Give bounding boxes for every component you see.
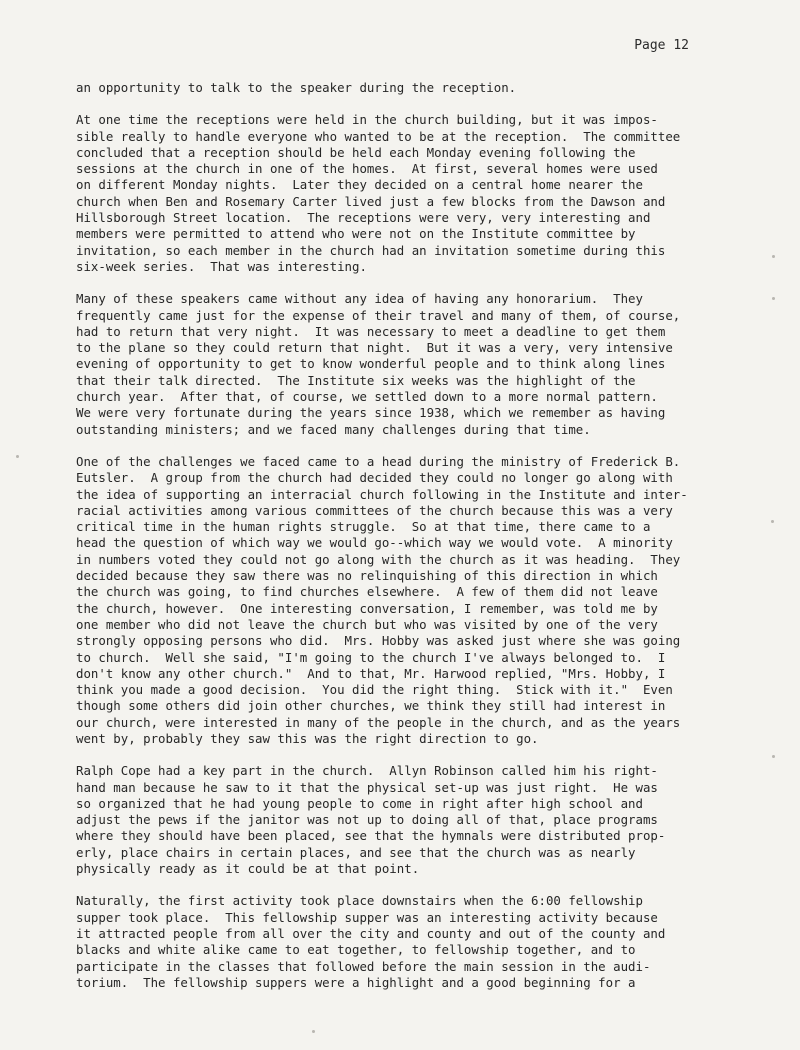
text-line: Many of these speakers came without any idea of having any honorarium. They <box>76 291 643 307</box>
paragraph <box>76 291 748 438</box>
text-line: participate in the classes that followed before the main session in the audi- <box>76 958 651 974</box>
paragraph <box>76 80 748 96</box>
paragraph <box>76 112 748 275</box>
paragraph <box>76 893 748 991</box>
text-line: critical time in the human rights struggle. So at that time, there came to a <box>76 519 651 535</box>
text-line: to the plane so they could return that night. But it was a very, very intensive <box>76 340 673 356</box>
text-line: evening of opportunity to get to know wonderful people and to think along lines <box>76 356 666 372</box>
text-line: At one time the receptions were held in the church building, but it was impos- <box>76 112 658 128</box>
text-line: so organized that he had young people to come in right after high school and <box>76 795 643 811</box>
text-line: adjust the pews if the janitor was not up to doing all of that, place programs <box>76 812 658 828</box>
text-line: where they should have been placed, see that the hymnals were distributed prop- <box>76 828 666 844</box>
page-number: Page 12 <box>634 38 689 53</box>
text-line: church when Ben and Rosemary Carter lived just a few blocks from the Dawson and <box>76 193 666 209</box>
text-line: church year. After that, of course, we settled down to a more normal pattern. <box>76 389 658 405</box>
text-line: racial activities among various committees of the church because this was a very <box>76 502 673 518</box>
text-line: Hillsborough Street location. The receptions were very, very interesting and <box>76 210 651 226</box>
text-line: don't know any other church." And to that, Mr. Harwood replied, "Mrs. Hobby, I <box>76 665 666 681</box>
text-line: We were very fortunate during the years since 1938, which we remember as having <box>76 405 666 421</box>
paragraph <box>76 763 748 877</box>
text-line: blacks and white alike came to eat together, to fellowship together, and to <box>76 942 636 958</box>
document-body <box>76 80 748 1007</box>
paper-speck <box>16 455 19 458</box>
text-line: six-week series. That was interesting. <box>76 258 367 274</box>
text-line: had to return that very night. It was necessary to meet a deadline to get them <box>76 323 666 339</box>
text-line: that their talk directed. The Institute six weeks was the highlight of the <box>76 372 636 388</box>
text-line: our church, were interested in many of the people in the church, and as the years <box>76 714 681 730</box>
text-line: the church, however. One interesting conversation, I remember, was told me by <box>76 600 658 616</box>
text-line: members were permitted to attend who were not on the Institute committee by <box>76 226 636 242</box>
paper-speck <box>772 755 775 758</box>
text-line: outstanding ministers; and we faced many challenges during that time. <box>76 421 591 437</box>
text-line: head the question of which way we would go--which way we would vote. A minority <box>76 535 673 551</box>
text-line: supper took place. This fellowship supper was an interesting activity because <box>76 909 658 925</box>
text-line: concluded that a reception should be held each Monday evening following the <box>76 144 636 160</box>
text-line: hand man because he saw to it that the physical set-up was just right. He was <box>76 779 658 795</box>
paper-speck <box>772 255 775 258</box>
text-line: in numbers voted they could not go along with the church as it was heading. They <box>76 551 681 567</box>
text-line: decided because they saw there was no relinquishing of this direction in which <box>76 568 658 584</box>
text-line: to church. Well she said, "I'm going to the church I've always belonged to. I <box>76 649 666 665</box>
text-line: the church was going, to find churches elsewhere. A few of them did not leave <box>76 584 658 600</box>
text-line: Ralph Cope had a key part in the church. Allyn Robinson called him his right- <box>76 763 658 779</box>
text-line: though some others did join other churches, we think they still had interest in <box>76 698 666 714</box>
paper-speck <box>312 1030 315 1033</box>
text-line: frequently came just for the expense of their travel and many of them, of course, <box>76 307 681 323</box>
text-line: strongly opposing persons who did. Mrs. Hobby was asked just where she was going <box>76 633 681 649</box>
text-line: the idea of supporting an interracial church following in the Institute and inter- <box>76 486 688 502</box>
text-line: Eutsler. A group from the church had decided they could no longer go along with <box>76 470 673 486</box>
text-line: one member who did not leave the church but who was visited by one of the very <box>76 616 658 632</box>
paragraph <box>76 454 748 747</box>
text-line: on different Monday nights. Later they decided on a central home nearer the <box>76 177 643 193</box>
text-line: physically ready as it could be at that point. <box>76 861 420 877</box>
text-line: erly, place chairs in certain places, and see that the church was as nearly <box>76 844 636 860</box>
text-line: think you made a good decision. You did the right thing. Stick with it." Even <box>76 682 673 698</box>
text-line: torium. The fellowship suppers were a highlight and a good beginning for a <box>76 974 636 990</box>
paper-speck <box>772 297 775 300</box>
text-line: sible really to handle everyone who wanted to be at the reception. The committee <box>76 128 681 144</box>
text-line: invitation, so each member in the church had an invitation sometime during this <box>76 242 666 258</box>
text-line: went by, probably they saw this was the right direction to go. <box>76 730 539 746</box>
paper-speck <box>771 520 774 523</box>
text-line: it attracted people from all over the city and county and out of the county and <box>76 925 666 941</box>
text-line: Naturally, the first activity took place downstairs when the 6:00 fellowship <box>76 893 643 909</box>
text-line: sessions at the church in one of the homes. At first, several homes were used <box>76 161 658 177</box>
text-line: One of the challenges we faced came to a head during the ministry of Frederick B. <box>76 453 681 469</box>
text-line: an opportunity to talk to the speaker during the reception. <box>76 80 517 95</box>
